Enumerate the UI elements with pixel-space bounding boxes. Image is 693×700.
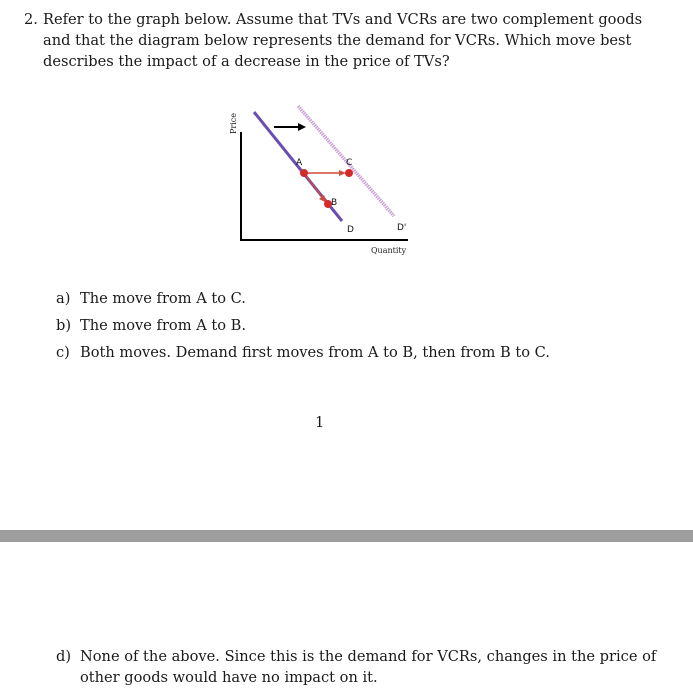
option-a-text: The move from A to C. [80,290,246,307]
question-text: Refer to the graph below. Assume that TVs and VCRs are two complement goods and that the diagram below represents the demand for VCRs. Which move best describes the impact of a decrease in the price of TVs? [43,11,643,70]
option-b[interactable] [56,315,656,337]
shift-arrow-head [298,123,306,131]
arrow-a-to-b [304,173,323,198]
option-c-letter: c) [56,344,70,361]
option-a-letter: a) [56,290,71,307]
label-b: B [331,198,338,208]
x-axis-label: Quantity [371,246,407,255]
label-d: D [347,225,354,235]
page-number: 1 [315,414,325,431]
option-c[interactable] [56,342,676,364]
question-number: 2. [24,11,38,28]
option-c-text: Both moves. Demand first moves from A to B, then from B to C. [80,344,550,361]
label-a: A [296,158,303,168]
option-b-letter: b) [56,317,72,334]
option-d-letter: d) [56,648,72,665]
point-c [345,169,353,177]
demand-graph [222,104,422,264]
y-axis-label: Price [229,113,238,134]
arrow-a-to-c-head [339,170,346,176]
option-d-text: None of the above. Since this is the demand for VCRs, changes in the price of other goods would have no impact on it. [80,648,657,686]
option-b-text: The move from A to B. [80,317,247,334]
page-divider [0,530,693,542]
option-d[interactable] [56,646,676,690]
label-c: C [346,158,353,168]
label-d-prime: D' [397,223,407,233]
point-a [300,169,308,177]
option-a[interactable] [56,288,656,310]
